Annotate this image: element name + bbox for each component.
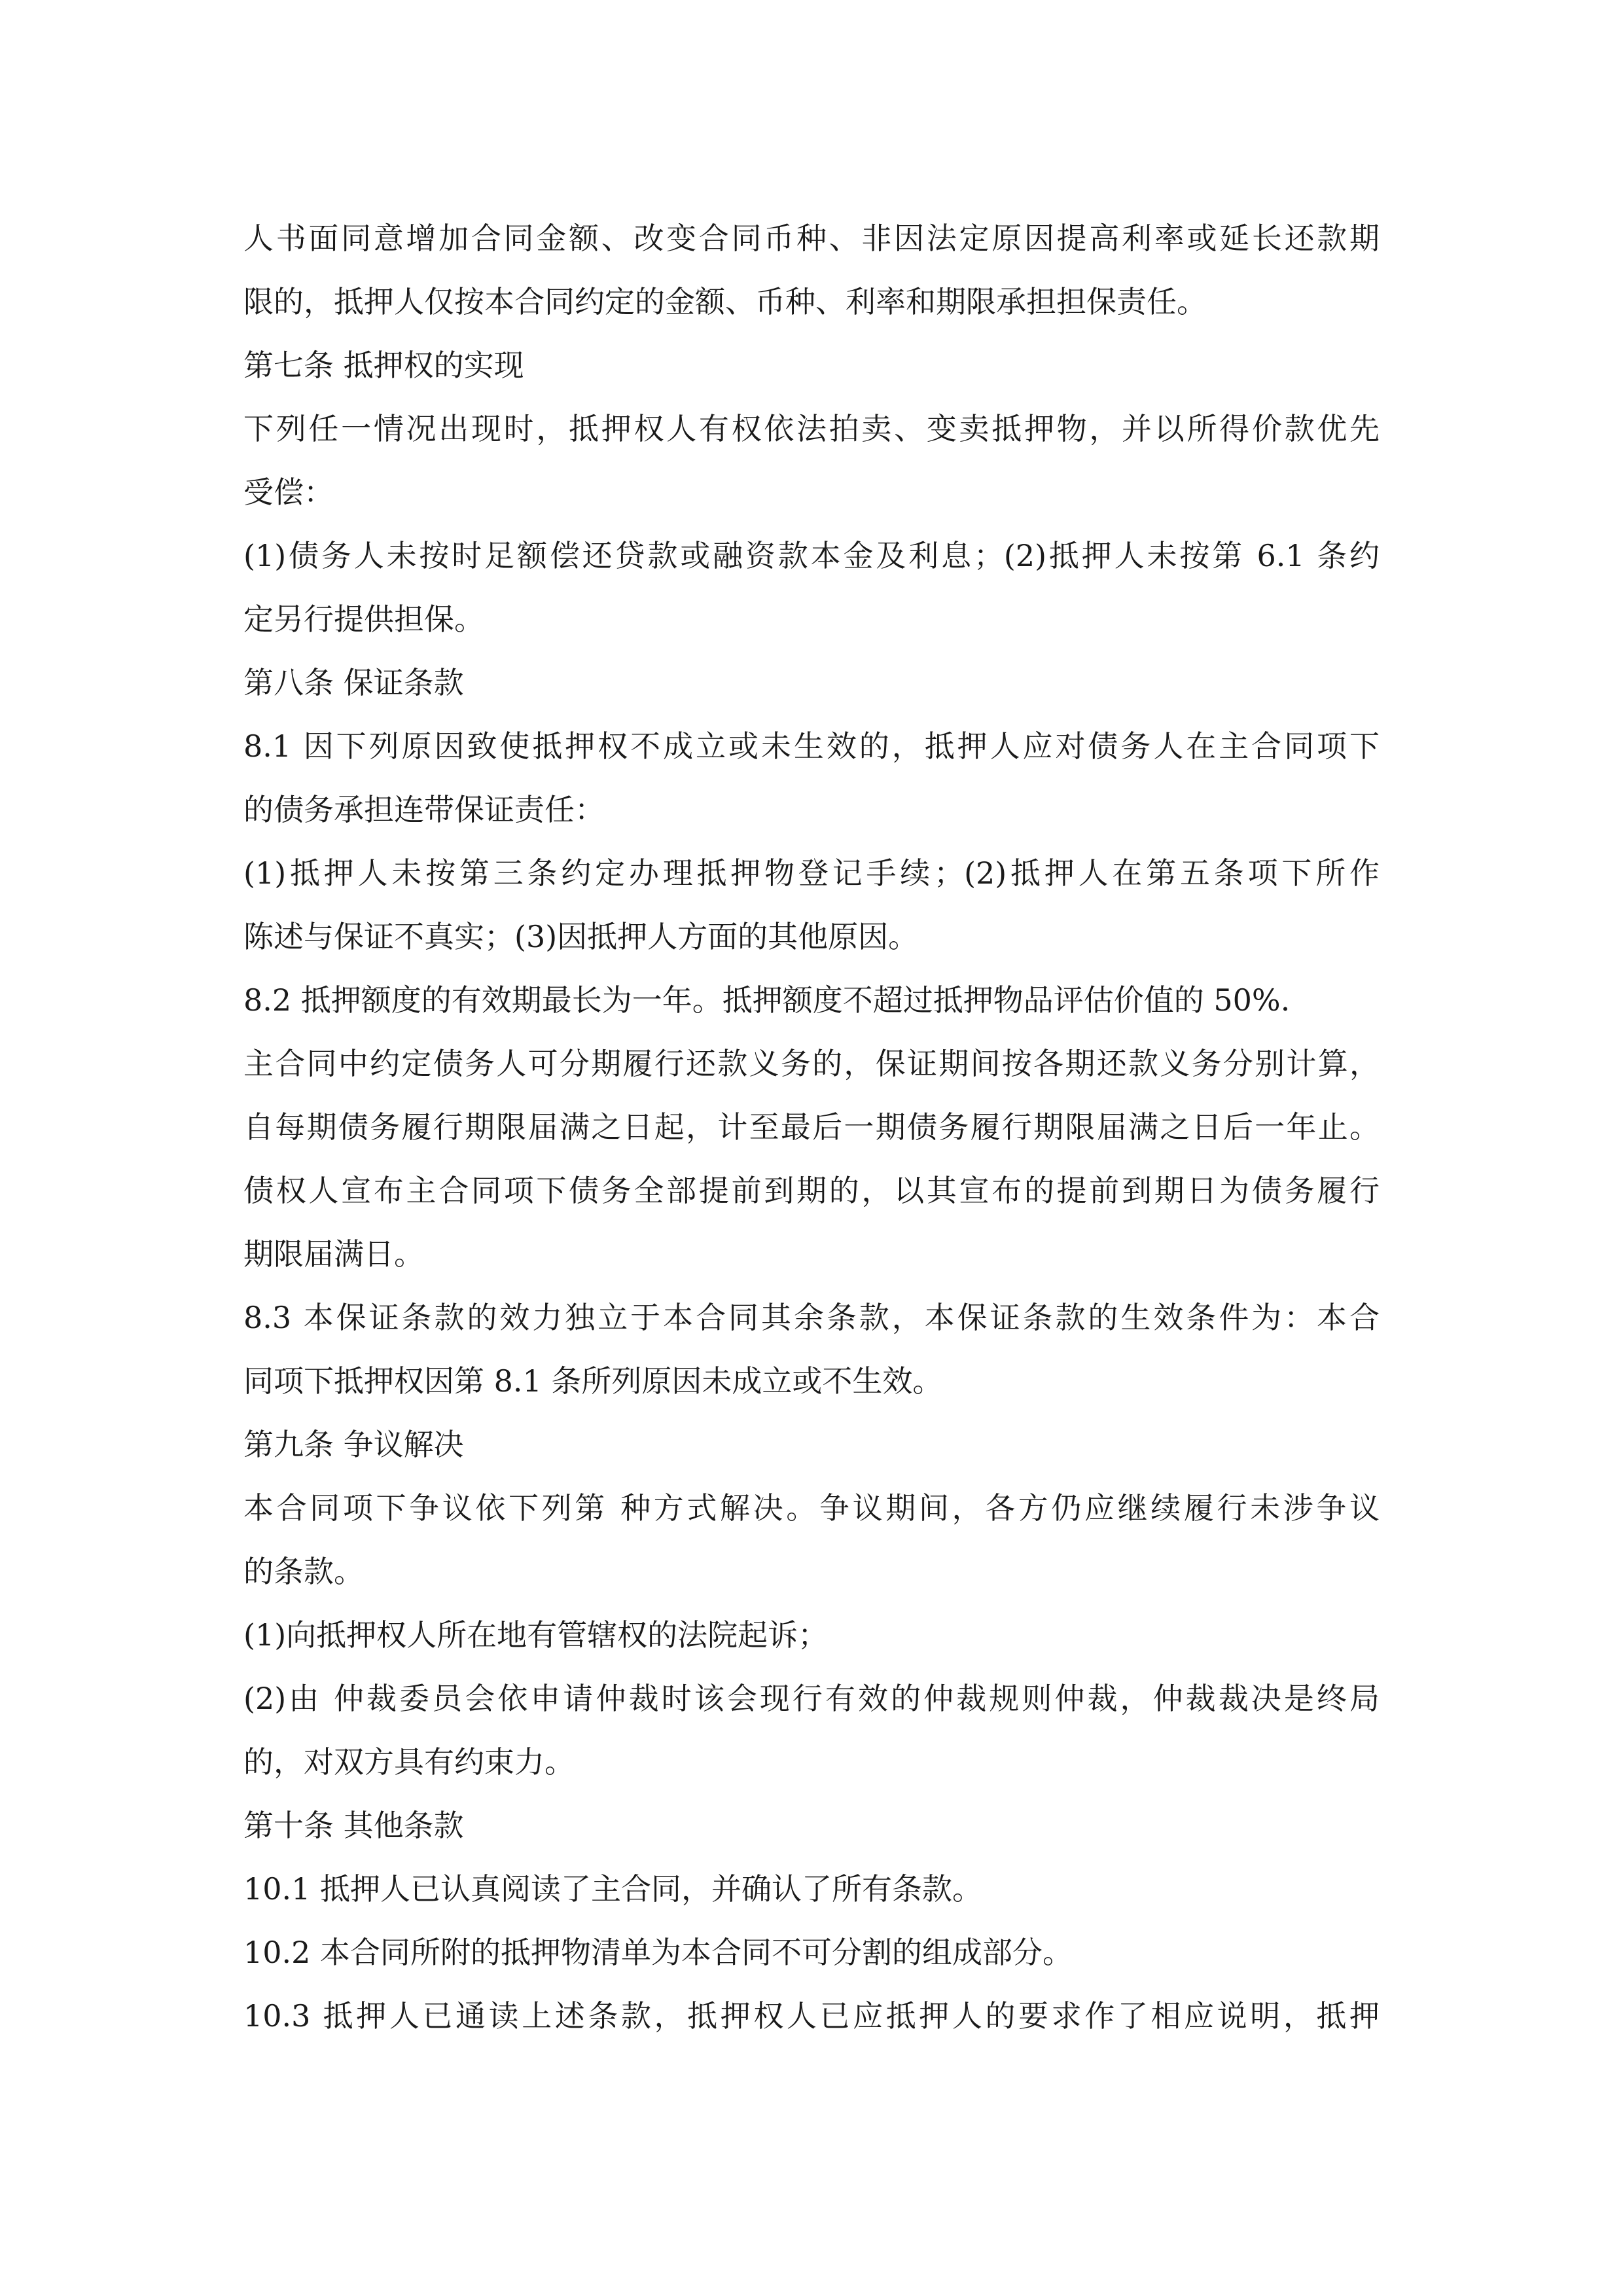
text-line: 定另行提供担保。 xyxy=(243,601,484,637)
text-line: 债权人宣布主合同项下债务全部提前到期的，以其宣布的提前到期日为债务履行 xyxy=(243,1173,1380,1208)
text-line: (1)抵押人未按第三条约定办理抵押物登记手续；(2)抵押人在第五条项下所作 xyxy=(243,855,1380,891)
text-line: (1)向抵押权人所在地有管辖权的法院起诉； xyxy=(243,1617,829,1653)
text-line: 自每期债务履行期限届满之日起，计至最后一期债务履行期限届满之日后一年止。 xyxy=(243,1109,1380,1145)
text-line: 10.3 抵押人已通读上述条款，抵押权人已应抵押人的要求作了相应说明，抵押 xyxy=(243,1998,1380,2034)
section-heading: 第八条 保证条款 xyxy=(243,665,464,700)
text-line: 受偿： xyxy=(243,475,334,510)
section-heading: 第十条 其他条款 xyxy=(243,1808,464,1843)
text-line: 主合同中约定债务人可分期履行还款义务的，保证期间按各期还款义务分别计算， xyxy=(243,1046,1380,1081)
section-heading: 第九条 争议解决 xyxy=(243,1427,464,1462)
section-heading: 第七条 抵押权的实现 xyxy=(243,348,524,383)
text-line: 的债务承担连带保证责任： xyxy=(243,792,605,827)
text-line: 本合同项下争议依下列第 种方式解决。争议期间，各方仍应继续履行未涉争议 xyxy=(243,1490,1380,1526)
text-line: 的，对双方具有约束力。 xyxy=(243,1744,575,1780)
document-body xyxy=(243,207,1380,2048)
text-line: 陈述与保证不真实；(3)因抵押人方面的其他原因。 xyxy=(243,919,919,954)
text-line: 8.2 抵押额度的有效期最长为一年。抵押额度不超过抵押物品评估价值的 50%. xyxy=(243,982,1291,1018)
text-line: (1)债务人未按时足额偿还贷款或融资款本金及利息；(2)抵押人未按第 6.1 条约 xyxy=(243,538,1380,573)
text-line: 8.1 因下列原因致使抵押权不成立或未生效的，抵押人应对债务人在主合同项下 xyxy=(243,728,1380,764)
text-line: 限的，抵押人仅按本合同约定的金额、币种、利率和期限承担担保责任。 xyxy=(243,284,1207,319)
text-line: 的条款。 xyxy=(243,1554,364,1589)
text-line: 人书面同意增加合同金额、改变合同币种、非因法定原因提高利率或延长还款期 xyxy=(243,221,1380,256)
text-line: 同项下抵押权因第 8.1 条所列原因未成立或不生效。 xyxy=(243,1363,943,1399)
text-line: 10.1 抵押人已认真阅读了主合同，并确认了所有条款。 xyxy=(243,1871,983,1907)
text-line: 8.3 本保证条款的效力独立于本合同其余条款，本保证条款的生效条件为：本合 xyxy=(243,1300,1380,1335)
text-line: 10.2 本合同所附的抵押物清单为本合同不可分割的组成部分。 xyxy=(243,1935,1073,1970)
text-line: 期限届满日。 xyxy=(243,1236,424,1272)
text-line: (2)由 仲裁委员会依申请仲裁时该会现行有效的仲裁规则仲裁，仲裁裁决是终局 xyxy=(243,1681,1380,1716)
text-line: 下列任一情况出现时，抵押权人有权依法拍卖、变卖抵押物，并以所得价款优先 xyxy=(243,411,1380,446)
